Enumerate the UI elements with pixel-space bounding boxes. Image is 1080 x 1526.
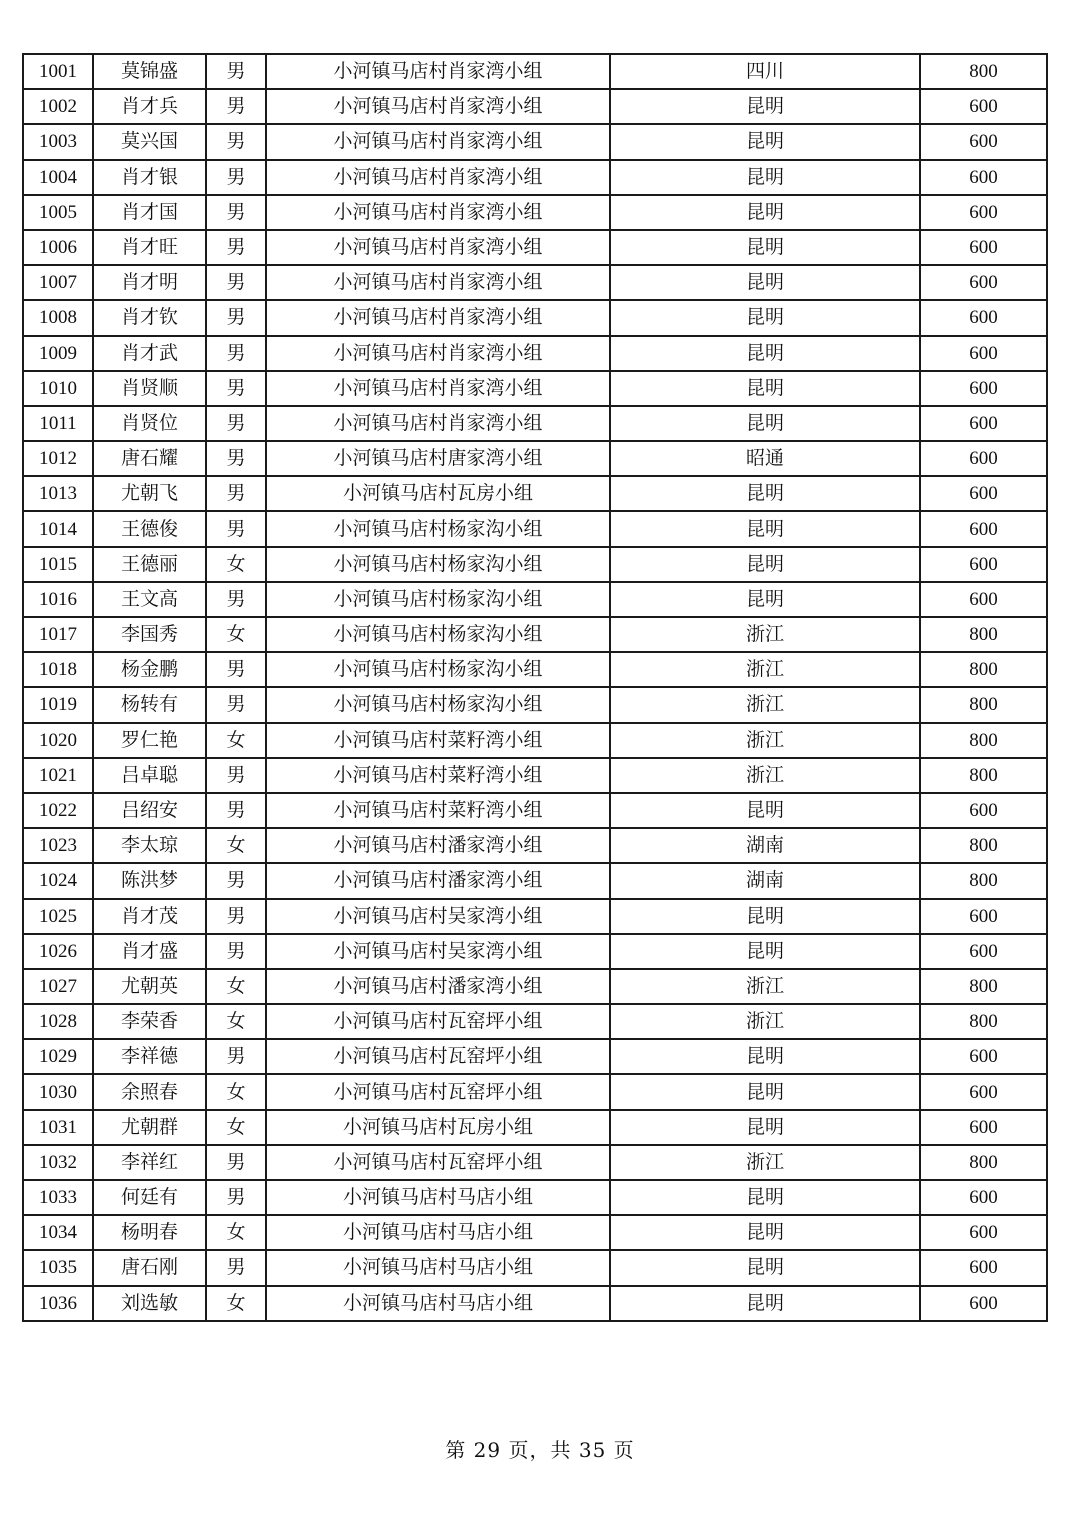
serial-number-cell: 1022 <box>23 793 93 828</box>
serial-number-cell: 1005 <box>23 195 93 230</box>
amount-cell: 600 <box>920 195 1047 230</box>
name-cell: 肖才国 <box>93 195 206 230</box>
table-row <box>23 476 1047 511</box>
gender-cell: 女 <box>206 547 266 582</box>
table-row <box>23 899 1047 934</box>
work-location-cell: 昆明 <box>610 336 920 371</box>
serial-number-cell: 1030 <box>23 1074 93 1109</box>
table-row <box>23 124 1047 159</box>
serial-number-cell: 1036 <box>23 1286 93 1321</box>
table-row <box>23 54 1047 89</box>
gender-cell: 男 <box>206 195 266 230</box>
serial-number-cell: 1001 <box>23 54 93 89</box>
work-location-cell: 昆明 <box>610 406 920 441</box>
address-cell: 小河镇马店村杨家沟小组 <box>266 617 610 652</box>
table-row <box>23 582 1047 617</box>
work-location-cell: 浙江 <box>610 758 920 793</box>
name-cell: 莫兴国 <box>93 124 206 159</box>
name-cell: 陈洪梦 <box>93 863 206 898</box>
name-cell: 杨金鹏 <box>93 652 206 687</box>
amount-cell: 800 <box>920 758 1047 793</box>
amount-cell: 800 <box>920 652 1047 687</box>
work-location-cell: 浙江 <box>610 617 920 652</box>
gender-cell: 女 <box>206 1286 266 1321</box>
address-cell: 小河镇马店村菜籽湾小组 <box>266 758 610 793</box>
work-location-cell: 昆明 <box>610 371 920 406</box>
name-cell: 何廷有 <box>93 1180 206 1215</box>
address-cell: 小河镇马店村肖家湾小组 <box>266 265 610 300</box>
name-cell: 肖才兵 <box>93 89 206 124</box>
work-location-cell: 昆明 <box>610 265 920 300</box>
serial-number-cell: 1004 <box>23 160 93 195</box>
work-location-cell: 湖南 <box>610 863 920 898</box>
amount-cell: 600 <box>920 934 1047 969</box>
table-row <box>23 336 1047 371</box>
table-row <box>23 1215 1047 1250</box>
address-cell: 小河镇马店村马店小组 <box>266 1215 610 1250</box>
amount-cell: 600 <box>920 1180 1047 1215</box>
address-cell: 小河镇马店村肖家湾小组 <box>266 54 610 89</box>
serial-number-cell: 1018 <box>23 652 93 687</box>
work-location-cell: 昆明 <box>610 1039 920 1074</box>
amount-cell: 600 <box>920 89 1047 124</box>
amount-cell: 800 <box>920 828 1047 863</box>
table-row <box>23 89 1047 124</box>
work-location-cell: 昆明 <box>610 124 920 159</box>
work-location-cell: 昆明 <box>610 511 920 546</box>
table-row <box>23 863 1047 898</box>
address-cell: 小河镇马店村杨家沟小组 <box>266 547 610 582</box>
amount-cell: 600 <box>920 124 1047 159</box>
gender-cell: 女 <box>206 969 266 1004</box>
work-location-cell: 昆明 <box>610 547 920 582</box>
table-row <box>23 1286 1047 1321</box>
amount-cell: 800 <box>920 863 1047 898</box>
gender-cell: 男 <box>206 793 266 828</box>
table-row <box>23 652 1047 687</box>
table-row <box>23 230 1047 265</box>
table-row <box>23 1039 1047 1074</box>
work-location-cell: 昆明 <box>610 793 920 828</box>
serial-number-cell: 1015 <box>23 547 93 582</box>
serial-number-cell: 1009 <box>23 336 93 371</box>
table-row <box>23 828 1047 863</box>
work-location-cell: 昆明 <box>610 1074 920 1109</box>
gender-cell: 女 <box>206 1074 266 1109</box>
gender-cell: 女 <box>206 723 266 758</box>
gender-cell: 女 <box>206 617 266 652</box>
amount-cell: 800 <box>920 1145 1047 1180</box>
work-location-cell: 昆明 <box>610 1250 920 1285</box>
address-cell: 小河镇马店村肖家湾小组 <box>266 300 610 335</box>
name-cell: 尤朝英 <box>93 969 206 1004</box>
work-location-cell: 昆明 <box>610 230 920 265</box>
address-cell: 小河镇马店村潘家湾小组 <box>266 828 610 863</box>
gender-cell: 男 <box>206 124 266 159</box>
amount-cell: 600 <box>920 441 1047 476</box>
address-cell: 小河镇马店村潘家湾小组 <box>266 969 610 1004</box>
amount-cell: 600 <box>920 899 1047 934</box>
gender-cell: 男 <box>206 371 266 406</box>
serial-number-cell: 1034 <box>23 1215 93 1250</box>
table-row <box>23 934 1047 969</box>
address-cell: 小河镇马店村马店小组 <box>266 1286 610 1321</box>
serial-number-cell: 1002 <box>23 89 93 124</box>
table-row <box>23 1145 1047 1180</box>
address-cell: 小河镇马店村肖家湾小组 <box>266 89 610 124</box>
serial-number-cell: 1003 <box>23 124 93 159</box>
gender-cell: 男 <box>206 406 266 441</box>
page-footer <box>0 1434 1080 1463</box>
gender-cell: 男 <box>206 160 266 195</box>
table-row <box>23 1074 1047 1109</box>
serial-number-cell: 1032 <box>23 1145 93 1180</box>
gender-cell: 男 <box>206 476 266 511</box>
serial-number-cell: 1023 <box>23 828 93 863</box>
gender-cell: 男 <box>206 687 266 722</box>
amount-cell: 600 <box>920 265 1047 300</box>
work-location-cell: 浙江 <box>610 1145 920 1180</box>
name-cell: 李祥德 <box>93 1039 206 1074</box>
name-cell: 肖才明 <box>93 265 206 300</box>
table-row <box>23 441 1047 476</box>
amount-cell: 600 <box>920 1250 1047 1285</box>
gender-cell: 男 <box>206 863 266 898</box>
table-row <box>23 547 1047 582</box>
name-cell: 尤朝飞 <box>93 476 206 511</box>
table-row <box>23 1110 1047 1145</box>
table-body <box>23 54 1047 1321</box>
name-cell: 李太琼 <box>93 828 206 863</box>
name-cell: 肖才钦 <box>93 300 206 335</box>
table-row <box>23 195 1047 230</box>
work-location-cell: 昆明 <box>610 1286 920 1321</box>
name-cell: 肖才银 <box>93 160 206 195</box>
gender-cell: 男 <box>206 652 266 687</box>
name-cell: 李国秀 <box>93 617 206 652</box>
serial-number-cell: 1007 <box>23 265 93 300</box>
work-location-cell: 昭通 <box>610 441 920 476</box>
work-location-cell: 昆明 <box>610 160 920 195</box>
serial-number-cell: 1014 <box>23 511 93 546</box>
amount-cell: 800 <box>920 723 1047 758</box>
serial-number-cell: 1033 <box>23 1180 93 1215</box>
name-cell: 莫锦盛 <box>93 54 206 89</box>
name-cell: 余照春 <box>93 1074 206 1109</box>
name-cell: 李荣香 <box>93 1004 206 1039</box>
amount-cell: 600 <box>920 793 1047 828</box>
gender-cell: 男 <box>206 899 266 934</box>
table-row <box>23 406 1047 441</box>
serial-number-cell: 1011 <box>23 406 93 441</box>
gender-cell: 男 <box>206 89 266 124</box>
name-cell: 尤朝群 <box>93 1110 206 1145</box>
name-cell: 肖贤位 <box>93 406 206 441</box>
table-row <box>23 617 1047 652</box>
table-row <box>23 1004 1047 1039</box>
address-cell: 小河镇马店村杨家沟小组 <box>266 652 610 687</box>
name-cell: 肖贤顺 <box>93 371 206 406</box>
work-location-cell: 浙江 <box>610 723 920 758</box>
table-row <box>23 511 1047 546</box>
address-cell: 小河镇马店村肖家湾小组 <box>266 160 610 195</box>
address-cell: 小河镇马店村瓦房小组 <box>266 1110 610 1145</box>
address-cell: 小河镇马店村马店小组 <box>266 1250 610 1285</box>
address-cell: 小河镇马店村肖家湾小组 <box>266 195 610 230</box>
serial-number-cell: 1029 <box>23 1039 93 1074</box>
table-row <box>23 723 1047 758</box>
amount-cell: 600 <box>920 1215 1047 1250</box>
work-location-cell: 浙江 <box>610 1004 920 1039</box>
table-row <box>23 160 1047 195</box>
address-cell: 小河镇马店村瓦房小组 <box>266 476 610 511</box>
gender-cell: 男 <box>206 1250 266 1285</box>
gender-cell: 男 <box>206 934 266 969</box>
gender-cell: 男 <box>206 336 266 371</box>
table-row <box>23 265 1047 300</box>
gender-cell: 女 <box>206 1215 266 1250</box>
gender-cell: 男 <box>206 54 266 89</box>
table-row <box>23 300 1047 335</box>
work-location-cell: 浙江 <box>610 652 920 687</box>
amount-cell: 600 <box>920 1286 1047 1321</box>
gender-cell: 男 <box>206 1039 266 1074</box>
work-location-cell: 浙江 <box>610 687 920 722</box>
serial-number-cell: 1027 <box>23 969 93 1004</box>
serial-number-cell: 1008 <box>23 300 93 335</box>
address-cell: 小河镇马店村菜籽湾小组 <box>266 793 610 828</box>
address-cell: 小河镇马店村潘家湾小组 <box>266 863 610 898</box>
address-cell: 小河镇马店村瓦窑坪小组 <box>266 1039 610 1074</box>
work-location-cell: 昆明 <box>610 1215 920 1250</box>
name-cell: 杨明春 <box>93 1215 206 1250</box>
amount-cell: 600 <box>920 230 1047 265</box>
address-cell: 小河镇马店村瓦窑坪小组 <box>266 1145 610 1180</box>
table-row <box>23 793 1047 828</box>
work-location-cell: 昆明 <box>610 89 920 124</box>
table-row <box>23 1250 1047 1285</box>
amount-cell: 800 <box>920 1004 1047 1039</box>
serial-number-cell: 1031 <box>23 1110 93 1145</box>
table-row <box>23 969 1047 1004</box>
amount-cell: 600 <box>920 371 1047 406</box>
serial-number-cell: 1006 <box>23 230 93 265</box>
work-location-cell: 昆明 <box>610 1110 920 1145</box>
gender-cell: 男 <box>206 582 266 617</box>
name-cell: 肖才盛 <box>93 934 206 969</box>
work-location-cell: 昆明 <box>610 899 920 934</box>
address-cell: 小河镇马店村肖家湾小组 <box>266 371 610 406</box>
name-cell: 王德丽 <box>93 547 206 582</box>
name-cell: 吕绍安 <box>93 793 206 828</box>
serial-number-cell: 1026 <box>23 934 93 969</box>
name-cell: 肖才茂 <box>93 899 206 934</box>
name-cell: 刘选敏 <box>93 1286 206 1321</box>
table-row <box>23 758 1047 793</box>
amount-cell: 600 <box>920 1110 1047 1145</box>
name-cell: 杨转有 <box>93 687 206 722</box>
address-cell: 小河镇马店村杨家沟小组 <box>266 582 610 617</box>
name-cell: 罗仁艳 <box>93 723 206 758</box>
amount-cell: 600 <box>920 511 1047 546</box>
gender-cell: 男 <box>206 230 266 265</box>
table-row <box>23 371 1047 406</box>
serial-number-cell: 1021 <box>23 758 93 793</box>
gender-cell: 男 <box>206 511 266 546</box>
serial-number-cell: 1012 <box>23 441 93 476</box>
amount-cell: 800 <box>920 617 1047 652</box>
amount-cell: 600 <box>920 547 1047 582</box>
gender-cell: 男 <box>206 1145 266 1180</box>
serial-number-cell: 1028 <box>23 1004 93 1039</box>
work-location-cell: 四川 <box>610 54 920 89</box>
amount-cell: 600 <box>920 476 1047 511</box>
gender-cell: 女 <box>206 1110 266 1145</box>
amount-cell: 600 <box>920 406 1047 441</box>
address-cell: 小河镇马店村吴家湾小组 <box>266 934 610 969</box>
amount-cell: 600 <box>920 582 1047 617</box>
address-cell: 小河镇马店村肖家湾小组 <box>266 406 610 441</box>
amount-cell: 800 <box>920 687 1047 722</box>
address-cell: 小河镇马店村肖家湾小组 <box>266 124 610 159</box>
serial-number-cell: 1024 <box>23 863 93 898</box>
gender-cell: 男 <box>206 1180 266 1215</box>
amount-cell: 600 <box>920 1074 1047 1109</box>
name-cell: 肖才旺 <box>93 230 206 265</box>
address-cell: 小河镇马店村肖家湾小组 <box>266 230 610 265</box>
work-location-cell: 昆明 <box>610 1180 920 1215</box>
serial-number-cell: 1035 <box>23 1250 93 1285</box>
serial-number-cell: 1017 <box>23 617 93 652</box>
work-location-cell: 浙江 <box>610 969 920 1004</box>
gender-cell: 男 <box>206 300 266 335</box>
address-cell: 小河镇马店村马店小组 <box>266 1180 610 1215</box>
table-row <box>23 1180 1047 1215</box>
address-cell: 小河镇马店村杨家沟小组 <box>266 687 610 722</box>
address-cell: 小河镇马店村瓦窑坪小组 <box>266 1074 610 1109</box>
gender-cell: 男 <box>206 265 266 300</box>
name-cell: 肖才武 <box>93 336 206 371</box>
serial-number-cell: 1010 <box>23 371 93 406</box>
page-number-text: 第 29 页，共 35 页 <box>445 1438 635 1462</box>
work-location-cell: 昆明 <box>610 195 920 230</box>
address-cell: 小河镇马店村吴家湾小组 <box>266 899 610 934</box>
amount-cell: 800 <box>920 54 1047 89</box>
name-cell: 李祥红 <box>93 1145 206 1180</box>
serial-number-cell: 1016 <box>23 582 93 617</box>
work-location-cell: 昆明 <box>610 934 920 969</box>
work-location-cell: 昆明 <box>610 582 920 617</box>
name-cell: 王文高 <box>93 582 206 617</box>
address-cell: 小河镇马店村菜籽湾小组 <box>266 723 610 758</box>
gender-cell: 女 <box>206 1004 266 1039</box>
amount-cell: 600 <box>920 336 1047 371</box>
work-location-cell: 湖南 <box>610 828 920 863</box>
serial-number-cell: 1020 <box>23 723 93 758</box>
gender-cell: 女 <box>206 828 266 863</box>
address-cell: 小河镇马店村瓦窑坪小组 <box>266 1004 610 1039</box>
serial-number-cell: 1025 <box>23 899 93 934</box>
gender-cell: 男 <box>206 441 266 476</box>
gender-cell: 男 <box>206 758 266 793</box>
address-cell: 小河镇马店村杨家沟小组 <box>266 511 610 546</box>
name-cell: 唐石刚 <box>93 1250 206 1285</box>
amount-cell: 600 <box>920 160 1047 195</box>
table-row <box>23 687 1047 722</box>
roster-table <box>22 53 1048 1322</box>
name-cell: 吕卓聪 <box>93 758 206 793</box>
work-location-cell: 昆明 <box>610 476 920 511</box>
serial-number-cell: 1019 <box>23 687 93 722</box>
serial-number-cell: 1013 <box>23 476 93 511</box>
address-cell: 小河镇马店村唐家湾小组 <box>266 441 610 476</box>
amount-cell: 600 <box>920 300 1047 335</box>
address-cell: 小河镇马店村肖家湾小组 <box>266 336 610 371</box>
amount-cell: 600 <box>920 1039 1047 1074</box>
name-cell: 唐石耀 <box>93 441 206 476</box>
name-cell: 王德俊 <box>93 511 206 546</box>
amount-cell: 800 <box>920 969 1047 1004</box>
work-location-cell: 昆明 <box>610 300 920 335</box>
